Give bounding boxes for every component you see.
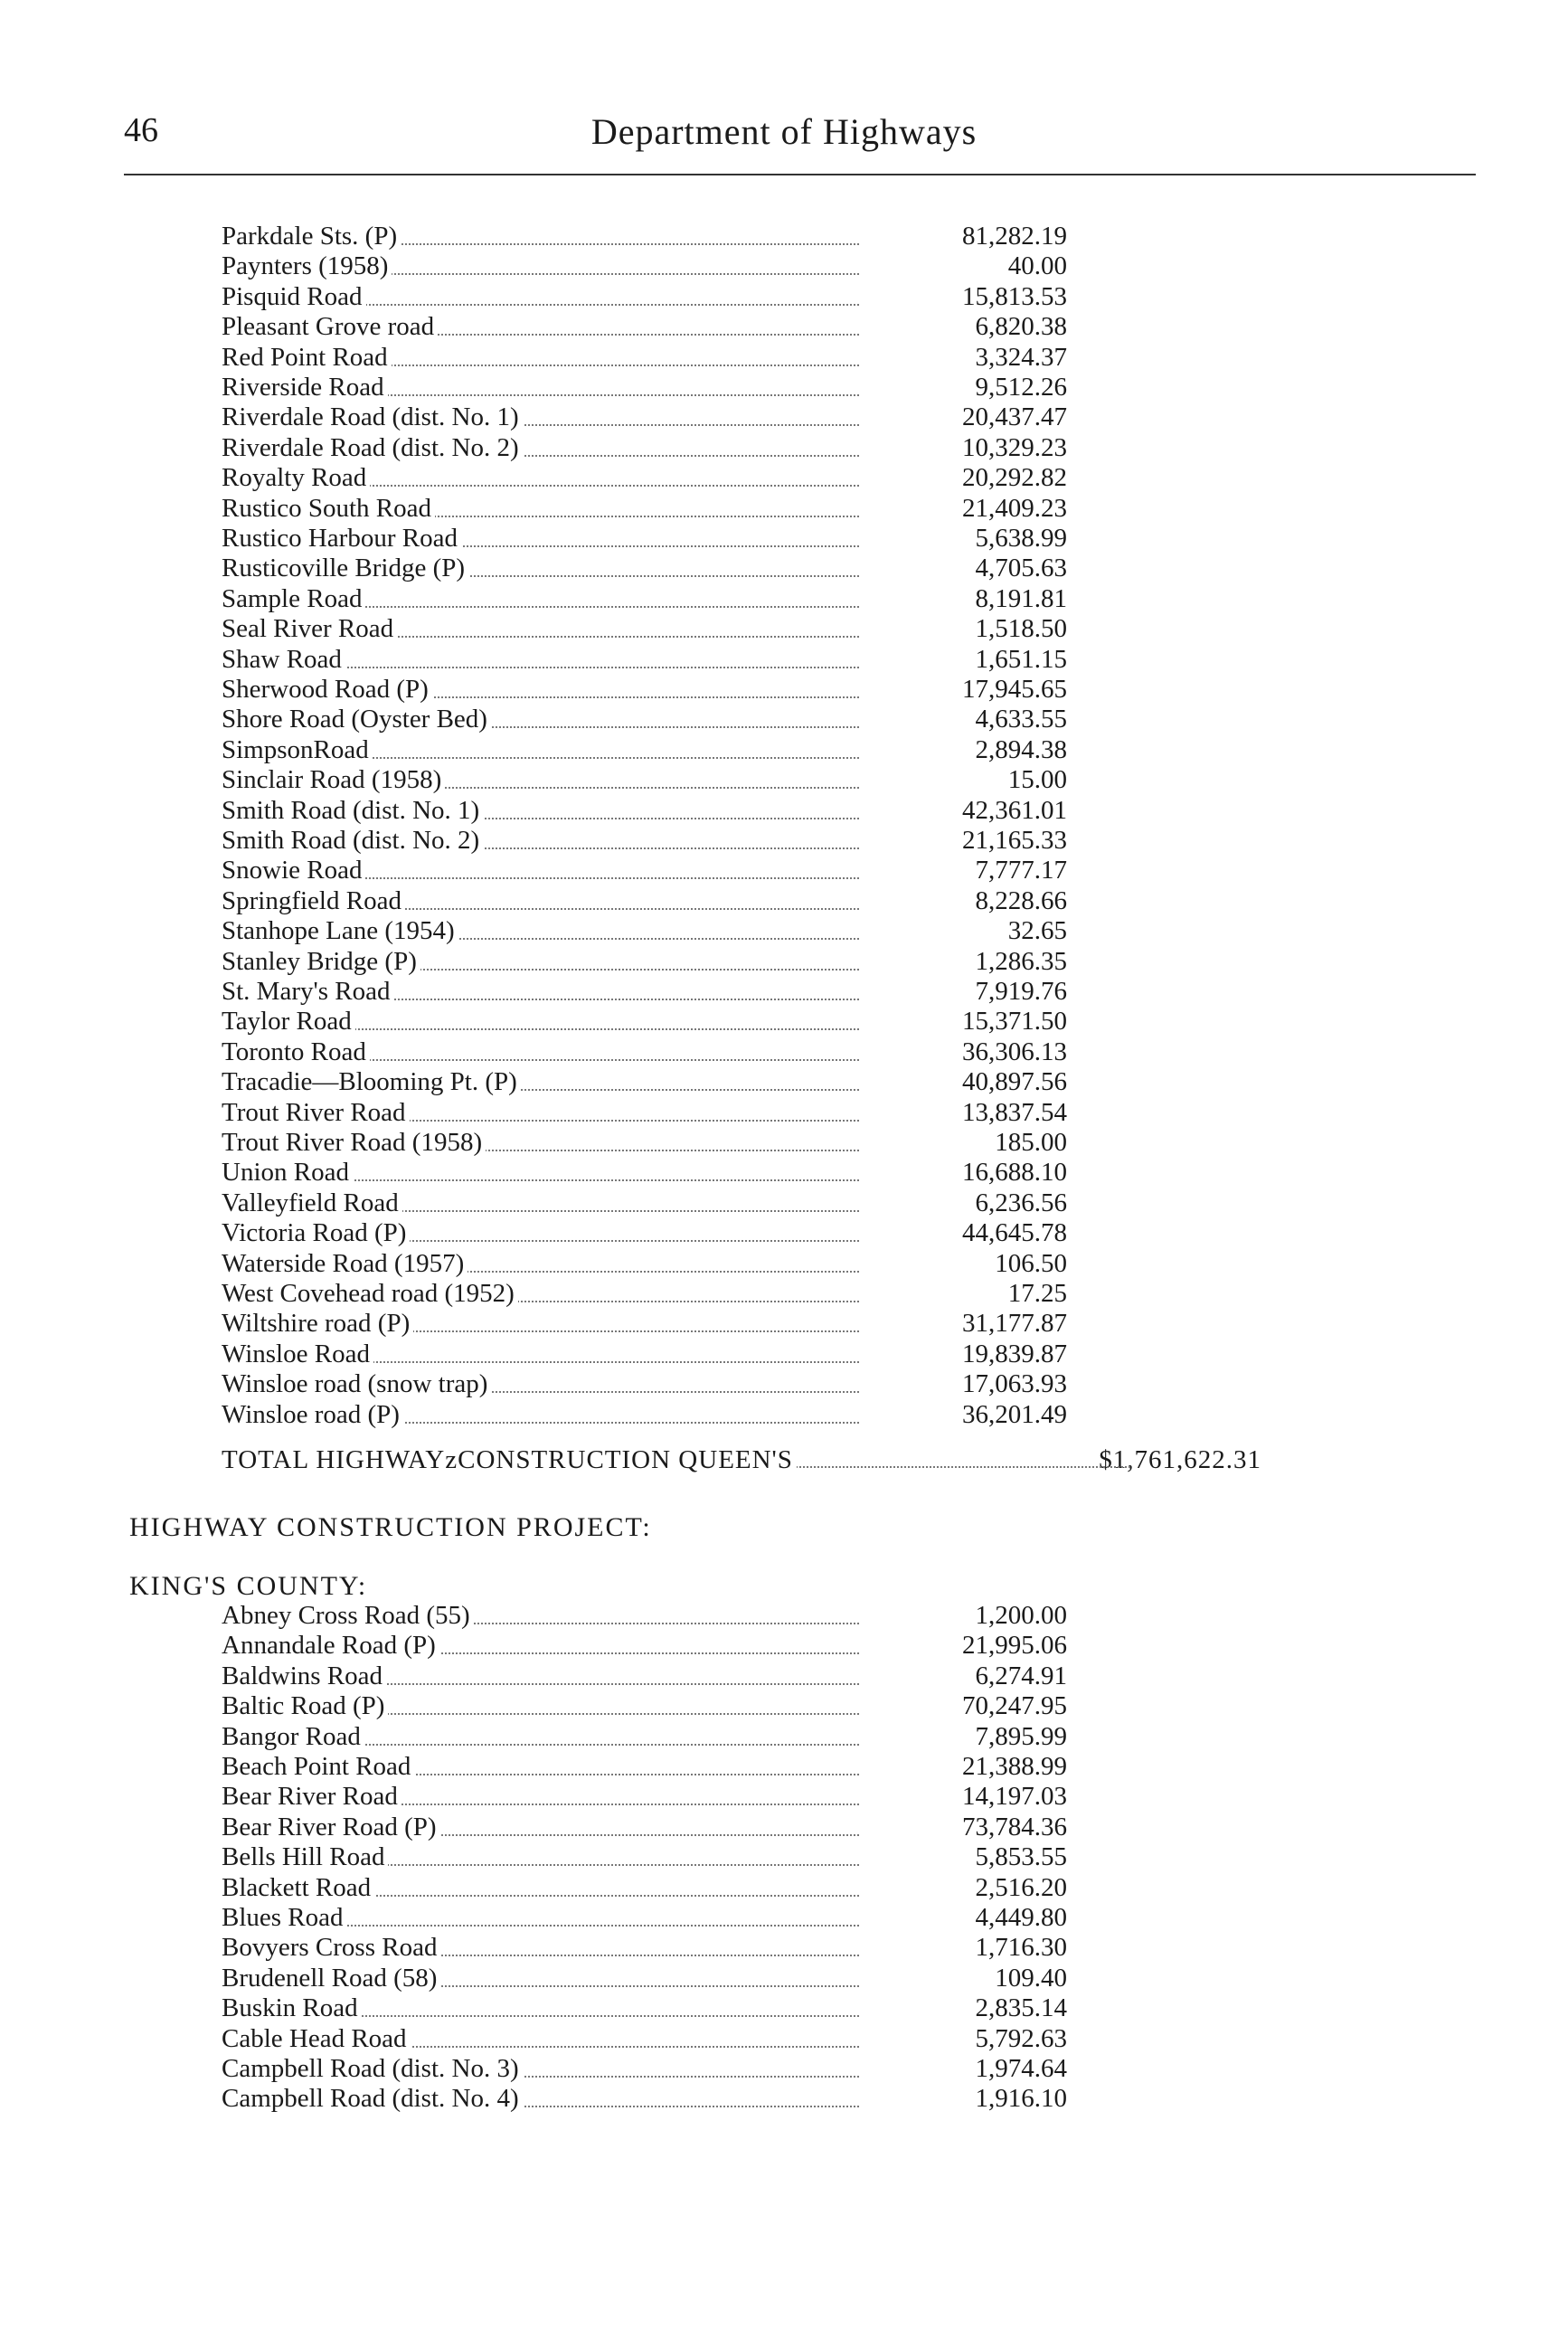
list-item — [222, 1782, 1067, 1812]
entry-name: Shore Road (Oyster Bed) — [222, 705, 491, 734]
entry-name: Wiltshire road (P) — [222, 1309, 413, 1339]
entry-name: Cable Head Road — [222, 2024, 411, 2054]
entry-name: Beach Point Road — [222, 1752, 414, 1782]
entry-name: Blues Road — [222, 1903, 347, 1933]
entry-amount: 4,449.80 — [975, 1903, 1067, 1932]
entry-name: Sinclair Road (1958) — [222, 765, 445, 795]
entry-name: Stanhope Lane (1954) — [222, 916, 458, 946]
entry-name: Victoria Road (P) — [222, 1218, 410, 1248]
entry-name: Riverdale Road (dist. No. 2) — [222, 433, 523, 463]
entry-amount: 19,839.87 — [962, 1339, 1067, 1368]
entry-name: Union Road — [222, 1158, 353, 1188]
entry-amount: 4,705.63 — [975, 554, 1067, 583]
list-item — [222, 1007, 1067, 1037]
entry-name: Bear River Road (P) — [222, 1813, 440, 1842]
entry-amount: 4,633.55 — [975, 705, 1067, 734]
list-item — [222, 1158, 1067, 1188]
entry-amount: 13,837.54 — [962, 1097, 1067, 1127]
entry-name: Snowie Road — [222, 856, 365, 885]
entry-amount: 81,282.19 — [962, 222, 1067, 251]
list-item — [222, 1964, 1067, 1993]
list-item — [222, 675, 1067, 705]
entry-name: Tracadie—Blooming Pt. (P) — [222, 1067, 521, 1097]
total-line — [222, 1444, 1261, 1475]
entry-amount: 1,518.50 — [975, 614, 1067, 644]
entry-amount: 21,388.99 — [962, 1752, 1067, 1781]
entry-name: Sherwood Road (P) — [222, 675, 432, 705]
entry-amount: 7,895.99 — [975, 1721, 1067, 1751]
entry-amount: 7,919.76 — [975, 977, 1067, 1006]
entry-name: Royalty Road — [222, 463, 370, 493]
list-item — [222, 916, 1067, 946]
page-header — [0, 0, 1568, 181]
entry-amount: 20,437.47 — [962, 402, 1067, 432]
entry-amount: 42,361.01 — [962, 795, 1067, 825]
list-item — [222, 947, 1067, 977]
entry-amount: 9,512.26 — [975, 373, 1067, 402]
entry-amount: 17.25 — [1007, 1279, 1067, 1308]
list-item — [222, 1933, 1067, 1963]
list-item — [222, 1098, 1067, 1128]
entry-amount: 40,897.56 — [962, 1067, 1067, 1097]
entry-name: Riverside Road — [222, 373, 388, 402]
entry-amount: 1,651.15 — [975, 644, 1067, 674]
entry-amount: 15,813.53 — [962, 281, 1067, 311]
entry-name: Abney Cross Road (55) — [222, 1601, 474, 1631]
entry-amount: 40.00 — [1007, 251, 1067, 281]
entry-name: Winsloe road (snow trap) — [222, 1369, 491, 1399]
entry-amount: 2,516.20 — [975, 1872, 1067, 1902]
list-item — [222, 1662, 1067, 1691]
entry-amount: 21,165.33 — [962, 826, 1067, 855]
entry-amount: 70,247.95 — [962, 1691, 1067, 1721]
entry-amount: 36,306.13 — [962, 1037, 1067, 1066]
list-item — [222, 765, 1067, 795]
list-item — [222, 1601, 1067, 1631]
entry-amount: 1,916.10 — [975, 2084, 1067, 2114]
running-title: Department of Highways — [590, 111, 978, 152]
entry-amount: 44,645.78 — [962, 1218, 1067, 1248]
entry-name: Winsloe road (P) — [222, 1400, 403, 1430]
entry-amount: 10,329.23 — [962, 432, 1067, 462]
list-item — [222, 886, 1067, 916]
entry-name: Annandale Road (P) — [222, 1631, 439, 1661]
entry-name: Paynters (1958) — [222, 251, 392, 281]
entry-name: Waterside Road (1957) — [222, 1249, 468, 1279]
entry-name: Red Point Road — [222, 343, 392, 373]
section-heading: HIGHWAY CONSTRUCTION PROJECT: — [129, 1512, 652, 1542]
county-heading: KING'S COUNTY: — [129, 1571, 368, 1601]
entry-amount: 185.00 — [995, 1128, 1067, 1157]
entry-name: Trout River Road (1958) — [222, 1128, 486, 1158]
list-item — [222, 1218, 1067, 1248]
entry-name: Baldwins Road — [222, 1662, 386, 1691]
entry-name: Bells Hill Road — [222, 1842, 388, 1872]
total-amount: $1,761,622.31 — [1099, 1445, 1261, 1474]
entry-amount: 73,784.36 — [962, 1812, 1067, 1841]
entry-name: Rusticoville Bridge (P) — [222, 554, 468, 583]
list-item — [222, 826, 1067, 856]
entry-amount: 5,853.55 — [975, 1842, 1067, 1872]
entry-name: Sample Road — [222, 584, 365, 614]
list-item — [222, 1631, 1067, 1661]
list-item — [222, 796, 1067, 826]
entry-name: SimpsonRoad — [222, 735, 373, 765]
list-item — [222, 1340, 1067, 1369]
list-item — [222, 463, 1067, 493]
entry-amount: 2,894.38 — [975, 734, 1067, 764]
list-item — [222, 1873, 1067, 1903]
entry-name: Parkdale Sts. (P) — [222, 222, 401, 251]
page-number: 46 — [124, 111, 158, 149]
entry-name: St. Mary's Road — [222, 977, 393, 1007]
list-item — [222, 1691, 1067, 1721]
entry-name: Winsloe Road — [222, 1340, 373, 1369]
list-item — [222, 1813, 1067, 1842]
list-item — [222, 1067, 1067, 1097]
entry-amount: 1,200.00 — [975, 1601, 1067, 1630]
list-item — [222, 1722, 1067, 1752]
list-item — [222, 222, 1067, 251]
list-item — [222, 1128, 1067, 1158]
entry-name: Smith Road (dist. No. 2) — [222, 826, 483, 856]
entry-name: Pleasant Grove road — [222, 312, 438, 342]
list-item — [222, 614, 1067, 644]
list-item — [222, 312, 1067, 342]
list-item — [222, 494, 1067, 524]
list-item — [222, 373, 1067, 402]
entry-name: Brudenell Road (58) — [222, 1964, 440, 1993]
entry-name: Trout River Road — [222, 1098, 410, 1128]
list-item — [222, 977, 1067, 1007]
entry-amount: 21,995.06 — [962, 1631, 1067, 1661]
entry-amount: 31,177.87 — [962, 1309, 1067, 1339]
entry-name: Rustico South Road — [222, 494, 435, 524]
entry-amount: 5,638.99 — [975, 524, 1067, 553]
list-item — [222, 251, 1067, 281]
entry-name: Seal River Road — [222, 614, 397, 644]
entry-name: Riverdale Road (dist. No. 1) — [222, 402, 523, 432]
list-item — [222, 2084, 1067, 2114]
list-item — [222, 282, 1067, 312]
list-item — [222, 1309, 1067, 1339]
entry-name: Bovyers Cross Road — [222, 1933, 440, 1963]
list-item — [222, 554, 1067, 583]
entry-name: Campbell Road (dist. No. 4) — [222, 2084, 523, 2114]
list-item — [222, 735, 1067, 765]
entry-name: Stanley Bridge (P) — [222, 947, 420, 977]
entry-amount: 17,063.93 — [962, 1369, 1067, 1399]
list-item — [222, 856, 1067, 885]
entry-amount: 21,409.23 — [962, 493, 1067, 523]
list-item — [222, 1842, 1067, 1872]
list-item — [222, 1903, 1067, 1933]
list-item — [222, 645, 1067, 675]
entry-name: Baltic Road (P) — [222, 1691, 388, 1721]
entry-name: Rustico Harbour Road — [222, 524, 461, 554]
list-item — [222, 402, 1067, 432]
entry-name: Bear River Road — [222, 1782, 401, 1812]
entry-amount: 32.65 — [1007, 916, 1067, 946]
list-item — [222, 1752, 1067, 1782]
total-label: TOTAL HIGHWAYzCONSTRUCTION QUEEN'S — [222, 1444, 797, 1475]
entry-name: Valleyfield Road — [222, 1188, 402, 1218]
entry-name: Bangor Road — [222, 1722, 364, 1752]
list-item — [222, 1249, 1067, 1279]
entry-name: Toronto Road — [222, 1037, 370, 1067]
list-item — [222, 1279, 1067, 1309]
list-item — [222, 1400, 1067, 1430]
entry-name: Campbell Road (dist. No. 3) — [222, 2054, 523, 2084]
entry-amount: 106.50 — [995, 1248, 1067, 1278]
entry-amount: 3,324.37 — [975, 342, 1067, 372]
entry-amount: 5,792.63 — [975, 2023, 1067, 2053]
entry-amount: 7,777.17 — [975, 856, 1067, 885]
entry-amount: 14,197.03 — [962, 1782, 1067, 1812]
entry-name: West Covehead road (1952) — [222, 1279, 518, 1309]
list-item — [222, 584, 1067, 614]
entry-amount: 2,835.14 — [975, 1993, 1067, 2023]
header-rule — [124, 174, 1476, 175]
entry-name: Taylor Road — [222, 1007, 355, 1037]
entry-amount: 17,945.65 — [962, 675, 1067, 704]
entry-amount: 36,201.49 — [962, 1399, 1067, 1429]
list-item — [222, 1188, 1067, 1218]
entry-amount: 1,974.64 — [975, 2054, 1067, 2083]
entry-amount: 16,688.10 — [962, 1158, 1067, 1188]
list-item — [222, 2024, 1067, 2054]
list-item — [222, 343, 1067, 373]
entry-amount: 20,292.82 — [962, 463, 1067, 493]
entry-amount: 15,371.50 — [962, 1007, 1067, 1037]
entry-name: Pisquid Road — [222, 282, 366, 312]
list-item — [222, 705, 1067, 734]
entry-name: Smith Road (dist. No. 1) — [222, 796, 483, 826]
entry-name: Buskin Road — [222, 1993, 362, 2023]
entry-amount: 8,228.66 — [975, 885, 1067, 915]
entry-name: Shaw Road — [222, 645, 345, 675]
entry-amount: 15.00 — [1007, 765, 1067, 795]
entry-amount: 6,236.56 — [975, 1188, 1067, 1217]
list-item — [222, 1369, 1067, 1399]
list-item — [222, 1993, 1067, 2023]
entry-amount: 6,274.91 — [975, 1661, 1067, 1690]
entry-amount: 8,191.81 — [975, 583, 1067, 613]
list-item — [222, 433, 1067, 463]
entry-name: Blackett Road — [222, 1873, 374, 1903]
list-item — [222, 1037, 1067, 1067]
entry-amount: 6,820.38 — [975, 312, 1067, 342]
list-item — [222, 524, 1067, 554]
entry-amount: 109.40 — [995, 1963, 1067, 1993]
entry-amount: 1,286.35 — [975, 946, 1067, 976]
entry-amount: 1,716.30 — [975, 1933, 1067, 1963]
list-item — [222, 2054, 1067, 2084]
entry-name: Springfield Road — [222, 886, 405, 916]
